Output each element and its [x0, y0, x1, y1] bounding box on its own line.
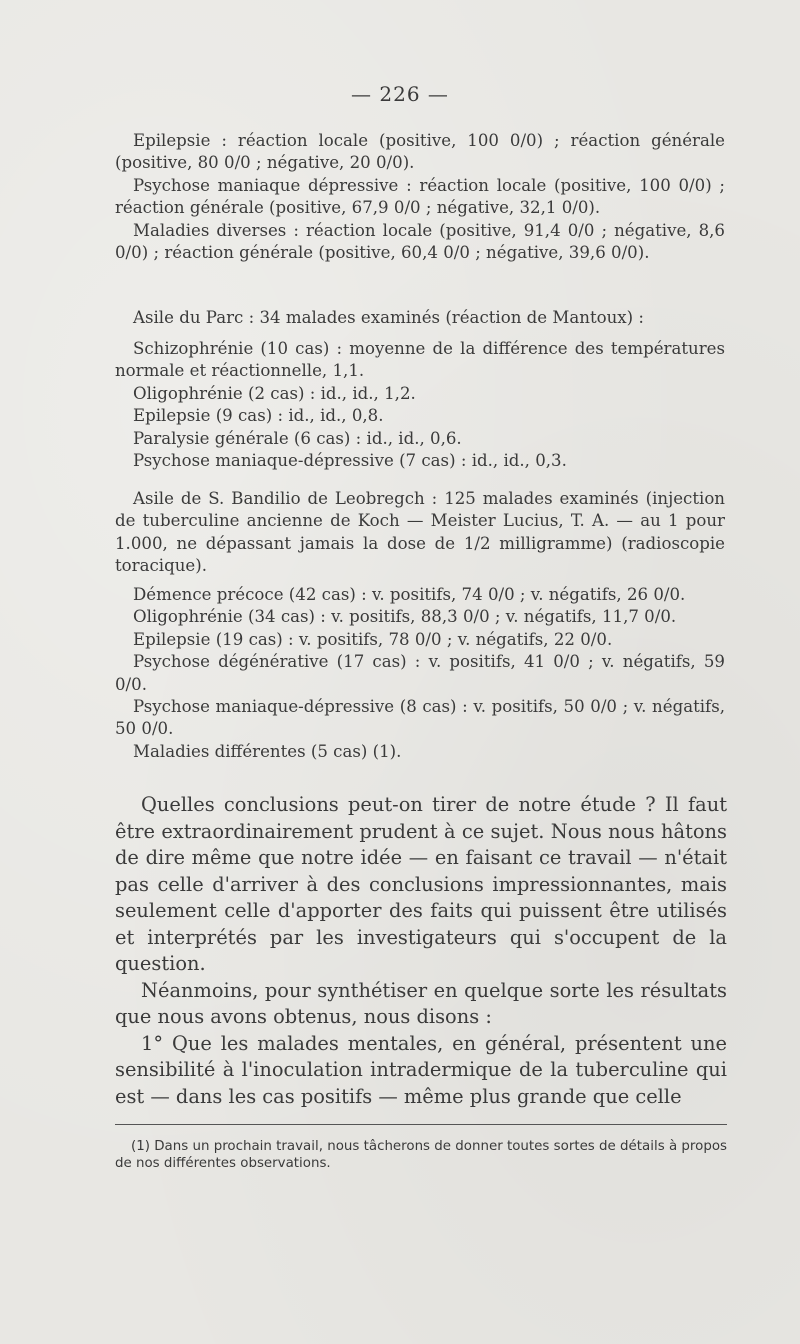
conclusion-paragraph-3: 1° Que les malades mentales, en général, présentent une sensibilité à l'inoculation intradermique de la tuberculine qui est — dans les cas positifs — même plus grande que celle [115, 1031, 727, 1108]
result-psychose-degenerative: Psychose dégénérative (17 cas) : v. positifs, 41 0/0 ; v. négatifs, 59 0/0. [115, 652, 725, 694]
result-psychose-parc: Psychose maniaque-dépressive (7 cas) : id., id., 0,3. [133, 451, 567, 471]
asile-bandilio-heading: Asile de S. Bandilio de Leobregch : 125 malades examinés (injection de tuberculine ancienne de Koch — Meister Lucius, T. A. — au 1 pour 1.000, ne dépassant jamais la dose de 1/2 milligramme) (radioscopie toracique). [115, 489, 725, 576]
result-maladies-diverses: Maladies diverses : réaction locale (positive, 91,4 0/0 ; négative, 8,6 0/0) ; réaction générale (positive, 60,4 0/0 ; négative, 39,6 0/0). [115, 220, 725, 263]
conclusions-text [115, 792, 727, 1110]
footnote: (1) Dans un prochain travail, nous tâcherons de donner toutes sortes de détails à propos de nos différentes observations. [115, 1139, 727, 1171]
result-oligophrenie: Oligophrénie (2 cas) : id., id., 1,2. [133, 383, 416, 403]
asile-parc-heading: Asile du Parc : 34 malades examinés (réaction de Mantoux) : [133, 308, 645, 327]
conclusion-paragraph-1: Quelles conclusions peut-on tirer de notre étude ? Il faut être extraordinairement prudent à ce sujet. Nous nous hâtons de dire même que notre idée — en faisant ce travail — n'était pas celle d'arriver à des conclusions impressionnantes, mais seulement celle d'apporter des faits qui puissent être utilisés et interprétés par les investigateurs qui s'occupent de la question. [115, 793, 727, 975]
footnote-rule [115, 1124, 727, 1125]
result-paralysie-generale: Paralysie générale (6 cas) : id., id., 0,6. [133, 428, 462, 448]
result-psychose-maniaque-bandilio: Psychose maniaque-dépressive (8 cas) : v. positifs, 50 0/0 ; v. négatifs, 50 0/0. [115, 697, 725, 739]
result-oligophrenie-bandilio: Oligophrénie (34 cas) : v. positifs, 88,3 0/0 ; v. négatifs, 11,7 0/0. [133, 607, 677, 627]
conclusion-paragraph-2: Néanmoins, pour synthétiser en quelque sorte les résultats que nous avons obtenus, nous disons : [115, 978, 727, 1028]
result-psychose-maniaque: Psychose maniaque dépressive : réaction locale (positive, 100 0/0) ; réaction générale (positive, 67,9 0/0 ; négative, 32,1 0/0). [115, 175, 725, 218]
page-number: — 226 — [351, 82, 449, 106]
results-group-1 [115, 130, 725, 264]
result-demence-precoce: Démence précoce (42 cas) : v. positifs, 74 0/0 ; v. négatifs, 26 0/0. [133, 585, 686, 604]
result-epilepsie-bandilio: Epilepsie (19 cas) : v. positifs, 78 0/0 ; v. négatifs, 22 0/0. [133, 629, 613, 649]
result-epilepsie: Epilepsie : réaction locale (positive, 100 0/0) ; réaction générale (positive, 80 0/0 ; négative, 20 0/0). [115, 131, 725, 173]
asile-parc-results [115, 338, 725, 472]
result-epilepsie-parc: Epilepsie (9 cas) : id., id., 0,8. [133, 406, 384, 426]
result-schizophrenie: Schizophrénie (10 cas) : moyenne de la différence des températures normale et réactionnelle, 1,1. [115, 339, 725, 381]
result-maladies-differentes: Maladies différentes (5 cas) (1). [133, 741, 402, 761]
asile-bandilio-results [115, 584, 725, 763]
